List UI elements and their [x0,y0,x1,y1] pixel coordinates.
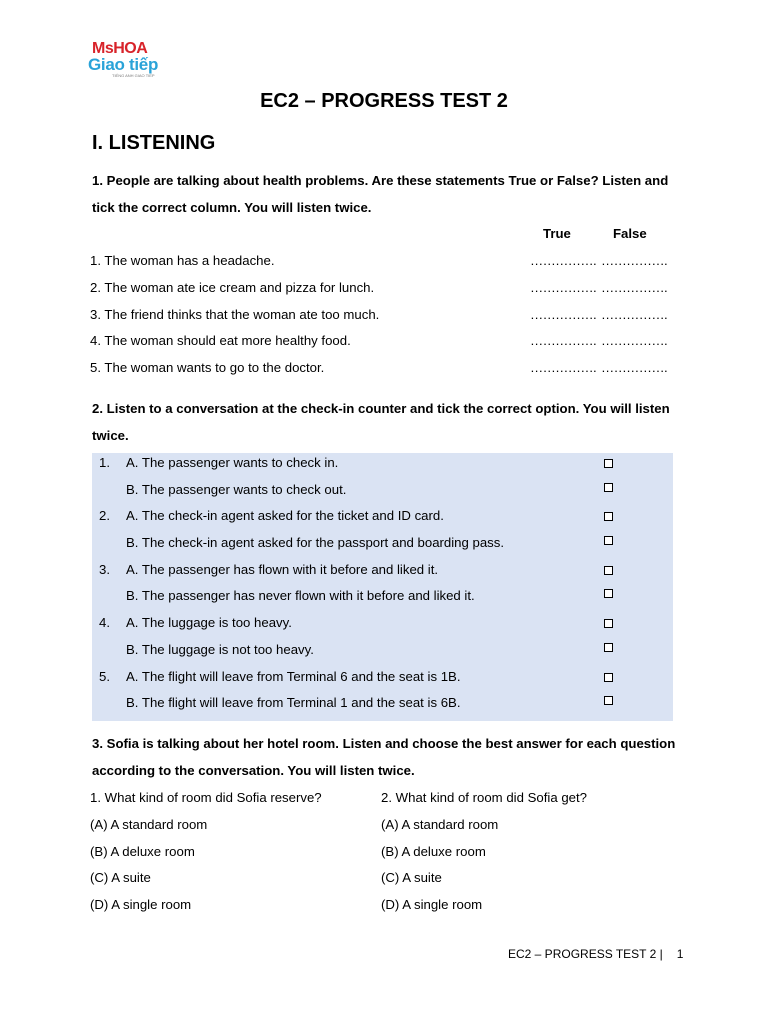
option-b-text: B. The passenger wants to check out. [126,481,347,497]
option-b-checkbox[interactable] [604,589,613,598]
page-footer [508,947,683,961]
option-a-checkbox[interactable] [604,459,613,468]
option-row [92,664,673,691]
question-text: 1. What kind of room did Sofia reserve? [90,790,322,805]
option-b-text: B. The check-in agent asked for the passport and boarding pass. [126,535,505,551]
option-b-text: B. The luggage is not too heavy. [126,641,314,657]
question-block-1 [90,785,322,919]
true-answer-blank[interactable]: ……………. [530,253,597,268]
true-answer-blank[interactable]: ……………. [530,279,597,295]
option-row [92,583,673,610]
statement-text: 5. The woman wants to go to the doctor. [90,360,325,376]
answer-option[interactable]: (D) A single room [381,897,483,913]
option-a-checkbox[interactable] [604,512,613,521]
statement-text: 1. The woman has a headache. [90,253,275,268]
option-row [92,610,673,637]
statement-text: 2. The woman ate ice cream and pizza for lunch. [90,279,375,295]
logo-top-text: MsHOA [92,40,148,57]
statement-text: 4. The woman should eat more healthy food. [90,333,351,349]
true-answer-blank[interactable]: ……………. [530,333,597,349]
option-b-checkbox[interactable] [604,643,613,652]
brand-logo [88,40,172,80]
statement-row [90,328,680,355]
part2-instruction: 2. Listen to a conversation at the check-in counter and tick the correct option. You will listen twice. [92,401,670,443]
option-a-checkbox[interactable] [604,673,613,682]
true-answer-blank[interactable]: ……………. [530,306,597,322]
part1-instruction: 1. People are talking about health problems. Are these statements True or False? Listen and tick the correct column. You will listen twice. [92,173,669,215]
option-b-checkbox[interactable] [604,696,613,705]
document-title: EC2 – PROGRESS TEST 2 [260,90,508,112]
part3-instruction: 3. Sofia is talking about her hotel room. Listen and choose the best answer for each question according to the conversation. You will listen twice. [92,736,676,778]
option-row [92,503,673,530]
answer-option[interactable]: (C) A suite [381,870,442,886]
part2-option-list [92,450,673,717]
option-a-text: A. The passenger wants to check in. [126,455,339,470]
option-row [92,450,673,477]
option-row [92,690,673,717]
option-a-text: A. The check-in agent asked for the ticket and ID card. [126,508,444,524]
logo-bottom-text: Giao tiếp [88,55,159,74]
option-b-text: B. The passenger has never flown with it before and liked it. [126,588,475,604]
option-b-checkbox[interactable] [604,536,613,545]
option-a-checkbox[interactable] [604,619,613,628]
question-number: 1. [99,455,110,470]
question-number: 3. [99,561,110,577]
option-a-text: A. The luggage is too heavy. [126,615,292,631]
false-answer-blank[interactable]: ……………. [601,360,668,376]
option-a-text: A. The passenger has flown with it before and liked it. [126,561,439,577]
statement-row [90,302,680,329]
statement-row [90,355,680,382]
answer-option[interactable]: (A) A standard room [90,816,208,832]
option-row [92,637,673,664]
question-number: 2. [99,508,110,524]
logo-tagline: TIẾNG ANH GIAO TIẾP [112,73,155,78]
answer-option[interactable]: (A) A standard room [381,816,499,832]
false-answer-blank[interactable]: ……………. [601,279,668,295]
false-answer-blank[interactable]: ……………. [601,253,668,268]
option-b-text: B. The flight will leave from Terminal 1 and the seat is 6B. [126,695,461,711]
statement-row [90,275,680,302]
option-b-checkbox[interactable] [604,483,613,492]
option-a-checkbox[interactable] [604,566,613,575]
question-text: 2. What kind of room did Sofia get? [381,790,587,805]
answer-option[interactable]: (B) A deluxe room [90,843,195,859]
question-number: 5. [99,668,110,684]
true-column-header: True [543,226,571,241]
option-row [92,530,673,557]
footer-title: EC2 – PROGRESS TEST 2 | [508,947,663,961]
statement-text: 3. The friend thinks that the woman ate too much. [90,306,380,322]
part1-statement-list [90,248,680,382]
true-answer-blank[interactable]: ……………. [530,360,597,376]
section-heading: I. LISTENING [92,132,216,154]
false-column-header: False [613,226,647,241]
answer-option[interactable]: (B) A deluxe room [381,843,486,859]
page-number: 1 [676,947,684,961]
question-number: 4. [99,615,110,631]
option-row [92,477,673,504]
answer-option[interactable]: (C) A suite [90,870,151,886]
option-row [92,557,673,584]
question-block-2 [381,785,587,919]
answer-option[interactable]: (D) A single room [90,897,192,913]
false-answer-blank[interactable]: ……………. [601,333,668,349]
false-answer-blank[interactable]: ……………. [601,306,668,322]
option-a-text: A. The flight will leave from Terminal 6 and the seat is 1B. [126,668,461,684]
statement-row [90,248,680,275]
